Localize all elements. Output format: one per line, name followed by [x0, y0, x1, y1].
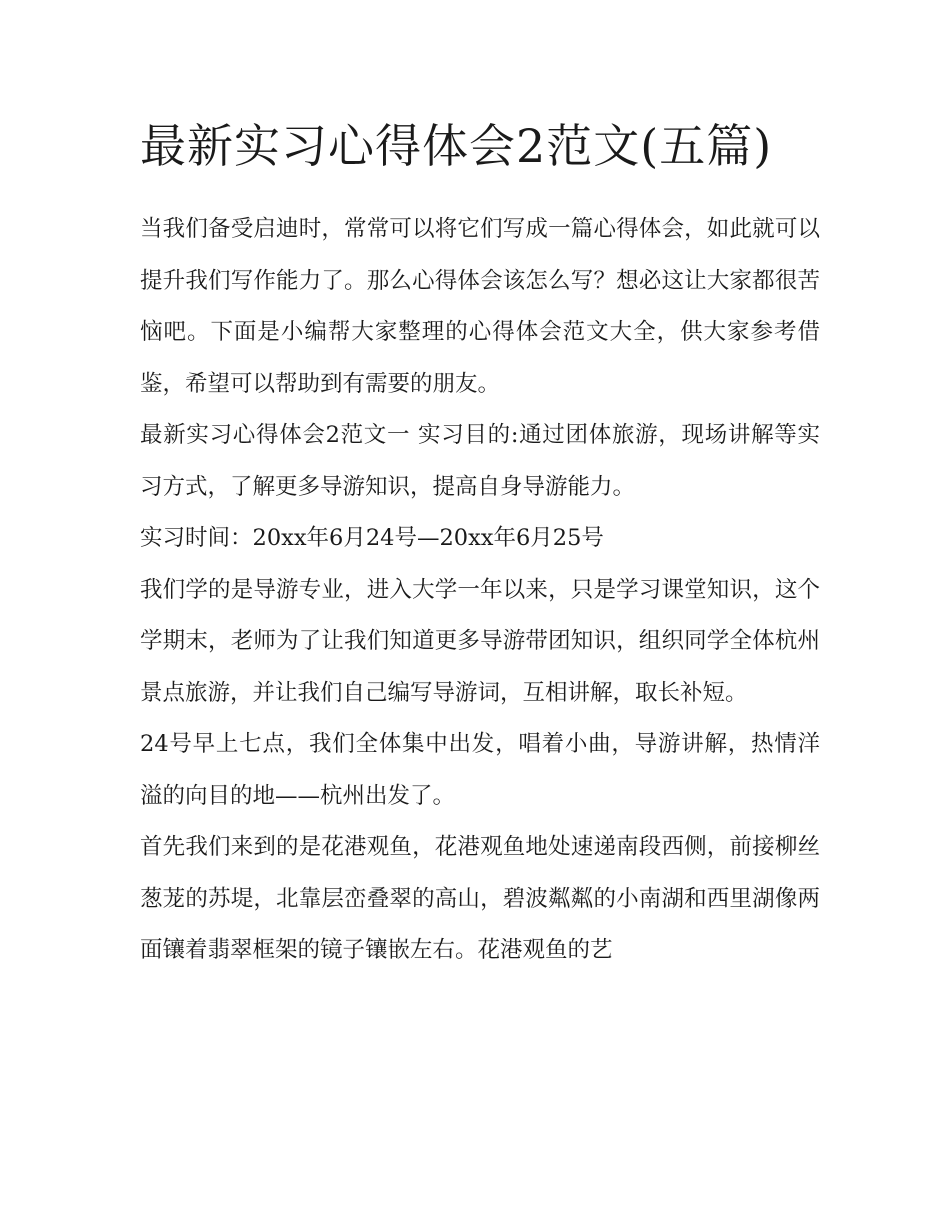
paragraph-time: 实习时间：20xx年6月24号—20xx年6月25号 [140, 525, 604, 551]
paragraph-background: 我们学的是导游专业，进入大学一年以来，只是学习课堂知识，这个学期末，老师为了让我们知道更多导游带团知识，组织同学全体杭州景点旅游，并让我们自己编写导游词，互相讲解，取长补短。 [140, 576, 820, 706]
paragraph-departure: 24号早上七点，我们全体集中出发，唱着小曲，导游讲解，热情洋溢的向目的地——杭州出发了。 [140, 731, 820, 809]
paragraph-purpose: 最新实习心得体会2范文一 实习目的:通过团体旅游，现场讲解等实习方式，了解更多导游知识，提高自身导游能力。 [140, 422, 820, 500]
document-page [140, 110, 820, 977]
document-body [140, 204, 820, 977]
paragraph-huagang: 首先我们来到的是花港观鱼，花港观鱼地处速递南段西侧，前接柳丝葱茏的苏堤，北靠层峦叠翠的高山，碧波粼粼的小南湖和西里湖像两面镶着翡翠框架的镜子镶嵌左右。花港观鱼的艺 [140, 834, 820, 963]
paragraph-intro: 当我们备受启迪时，常常可以将它们写成一篇心得体会，如此就可以提升我们写作能力了。那么心得体会该怎么写？想必这让大家都很苦恼吧。下面是小编帮大家整理的心得体会范文大全，供大家参考借鉴，希望可以帮助到有需要的朋友。 [140, 216, 820, 397]
document-title: 最新实习心得体会2范文(五篇) [140, 119, 773, 173]
